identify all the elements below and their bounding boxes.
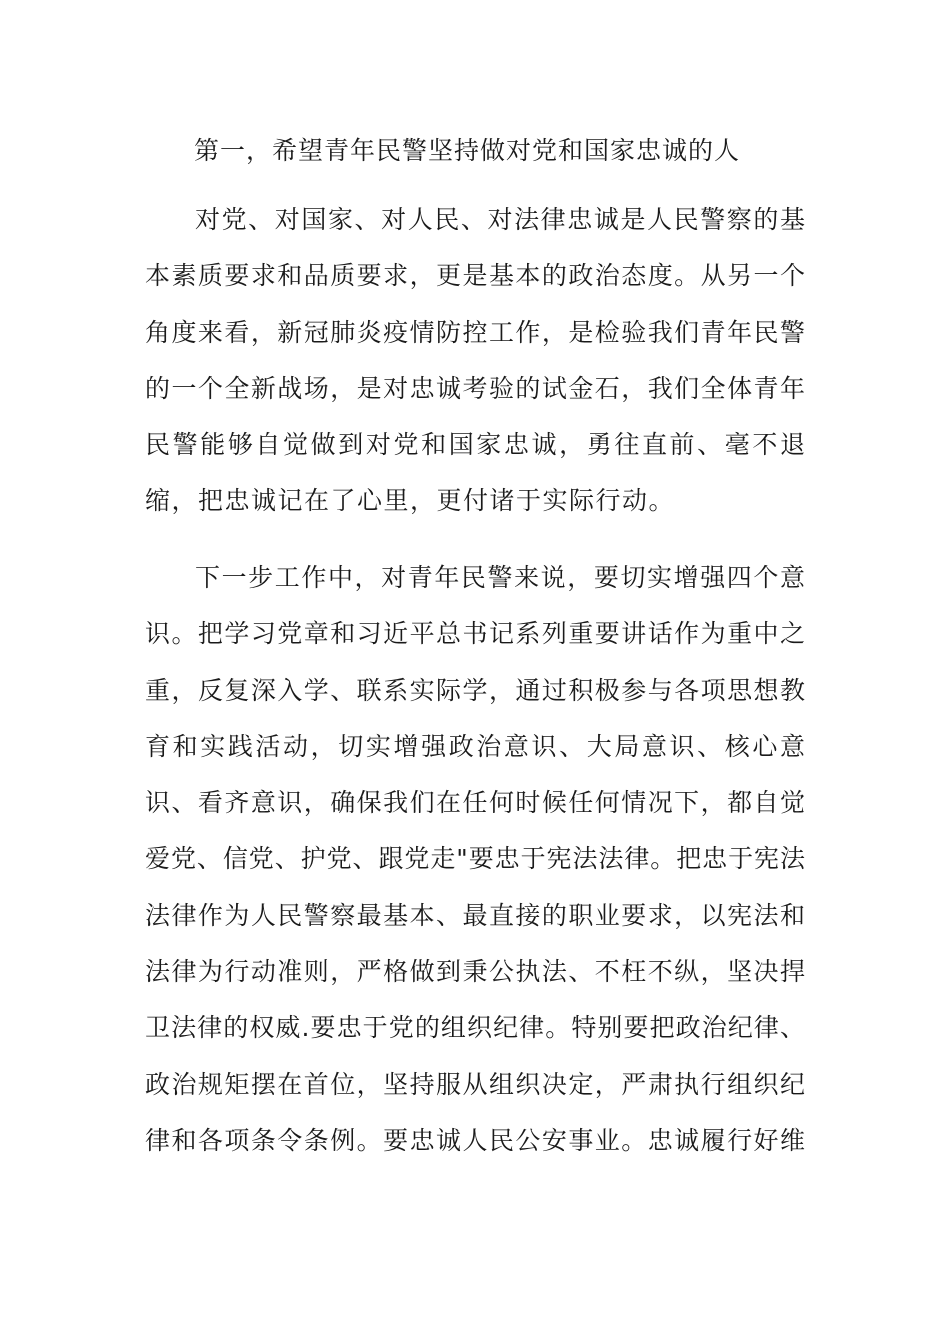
paragraph-line: 的一个全新战场，是对忠诚考验的试金石，我们全体青年 [145, 373, 805, 403]
paragraph-next-steps [145, 550, 805, 1169]
paragraph-line: 识、看齐意识，确保我们在任何时候任何情况下，都自觉 [145, 788, 805, 818]
paragraph-line: 识。把学习党章和习近平总书记系列重要讲话作为重中之 [145, 619, 805, 649]
paragraph-line: 卫法律的权威.要忠于党的组织纪律。特别要把政治纪律、 [145, 1013, 805, 1043]
paragraph-line: 对党、对国家、对人民、对法律忠诚是人民警察的基 [195, 205, 805, 234]
paragraph-line: 育和实践活动，切实增强政治意识、大局意识、核心意 [145, 731, 805, 761]
paragraph-line: 民警能够自觉做到对党和国家忠诚，勇往直前、毫不退 [145, 430, 805, 460]
paragraph-line: 政治规矩摆在首位，坚持服从组织决定，严肃执行组织纪 [145, 1069, 805, 1099]
paragraph-line: 角度来看，新冠肺炎疫情防控工作，是检验我们青年民警 [145, 317, 805, 347]
paragraph-line: 爱党、信党、护党、跟党走"要忠于宪法法律。把忠于宪法 [145, 844, 805, 874]
paragraph-line: 法律作为人民警察最基本、最直接的职业要求，以宪法和 [145, 900, 805, 930]
paragraph-loyalty-basics [145, 192, 805, 530]
paragraph-line: 缩，把忠诚记在了心里，更付诸于实际行动。 [145, 486, 676, 516]
section-heading: 第一，希望青年民警坚持做对党和国家忠诚的人 [194, 136, 741, 165]
paragraph-line: 下一步工作中，对青年民警来说，要切实增强四个意 [195, 563, 805, 592]
paragraph-line: 本素质要求和品质要求，更是基本的政治态度。从另一个 [145, 261, 805, 291]
paragraph-line: 律和各项条令条例。要忠诚人民公安事业。忠诚履行好维 [145, 1125, 805, 1155]
paragraph-line: 重，反复深入学、联系实际学，通过积极参与各项思想教 [145, 675, 805, 705]
paragraph-line: 法律为行动准则，严格做到秉公执法、不枉不纵，坚决捍 [145, 957, 805, 987]
